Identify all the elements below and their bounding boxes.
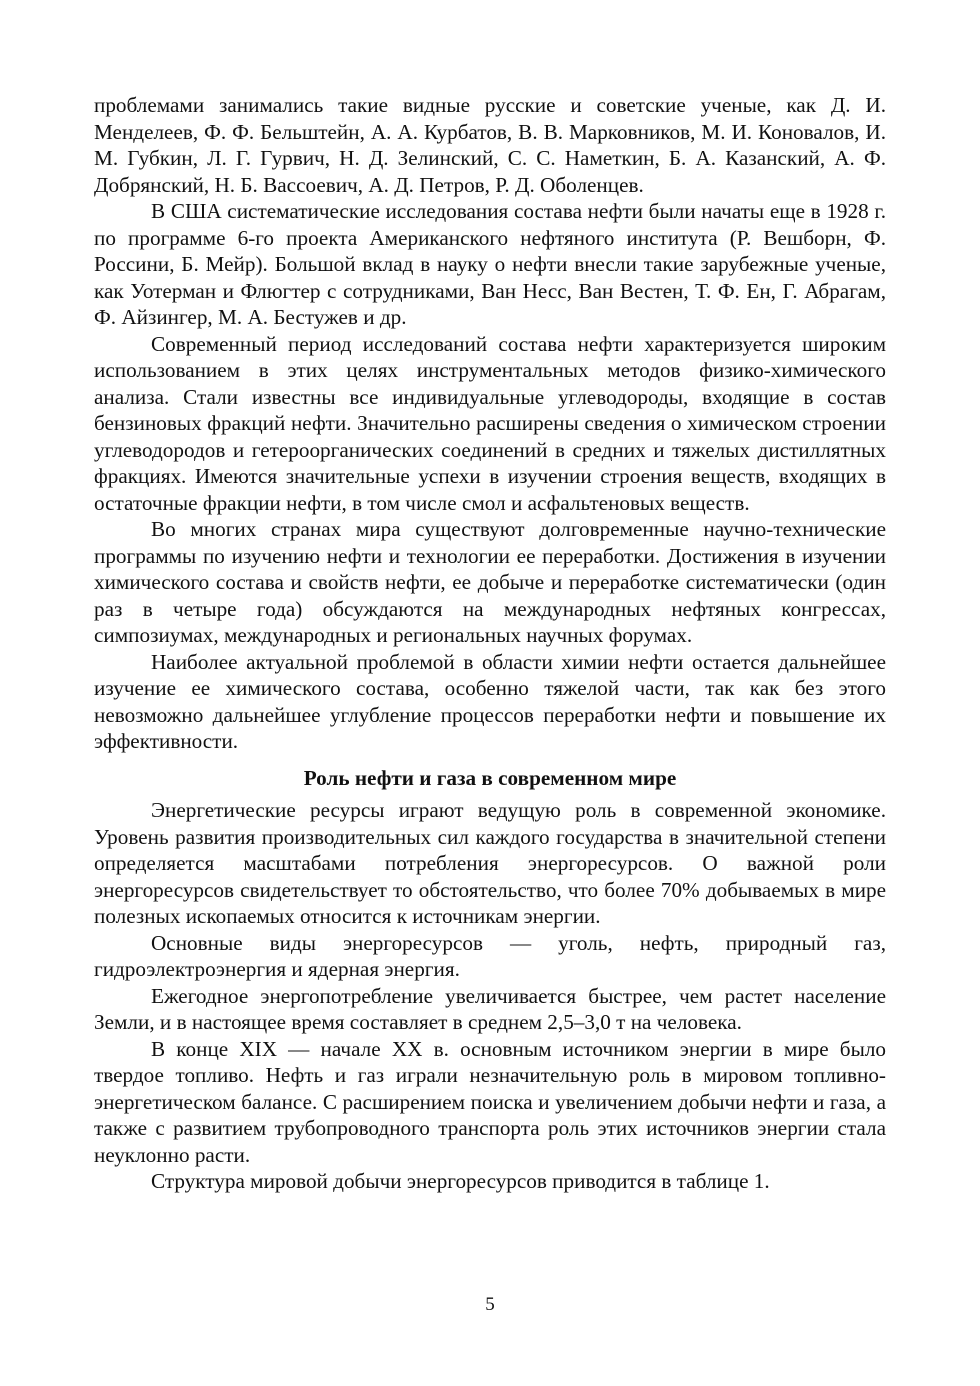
paragraph-usa-research: В США систематические исследования состава нефти были начаты еще в 1928 г. по программе 6-го проекта Американского нефтяного института (Р. Вешборн, Ф. Россини, Б. Мейр). Большой вклад в науку о нефти внесли такие зарубежные ученые, как Уотерман и Флюгтер с сотрудниками, Ван Несс, Ван Вестен, Т. Ф. Ен, Г. Абрагам, Ф. Айзингер, М. А. Бестужев и др. (94, 199, 886, 329)
paragraph-russian-scientists: проблемами занимались такие видные русские и советские ученые, как Д. И. Менделеев, Ф. Ф. Бельштейн, А. А. Курбатов, В. В. Марковников, М. И. Коновалов, И. М. Губкин, Л. Г. Гурвич, Н. Д. Зелинский, С. С. Наметкин, Б. А. Казанский, А. Ф. Добрянский, Н. Б. Вассоевич, А. Д. Петров, Р. Д. Оболенцев. (94, 93, 886, 197)
paragraph-actual-problem: Наиболее актуальной проблемой в области химии нефти остается дальнейшее изучение ее химического состава, особенно тяжелой части, так как без этого невозможно дальнейшее углубление процессов переработки нефти и повышение их эффективности. (94, 649, 886, 753)
paragraph-table-reference: Структура мировой добычи энергоресурсов приводится в таблице 1. (151, 1169, 770, 1193)
paragraph-energy-consumption: Ежегодное энергопотребление увеличивается быстрее, чем растет население Земли, и в настоящее время составляет в среднем 2,5–3,0 т на человека. (94, 983, 886, 1034)
page-body (94, 92, 886, 1195)
page-number: 5 (485, 1294, 495, 1315)
section-heading: Роль нефти и газа в современном мире (303, 765, 677, 790)
paragraph-energy-resources: Энергетические ресурсы играют ведущую роль в современной экономике. Уровень развития производительных сил каждого государства в значительной степени определяется масштабами потребления энергоресурсов. О важной роли энергоресурсов свидетельствует то обстоятельство, что более 70% добываемых в мире полезных ископаемых относится к источникам энергии. (94, 798, 886, 928)
paragraph-modern-period: Современный период исследований состава нефти характеризуется широким использованием в этих целях инструментальных методов физико-химического анализа. Стали известны все индивидуальные углеводороды, входящие в состав бензиновых фракций нефти. Значительно расширены сведения о химическом строении углеводородов и гетероорганических соединений в средних и тяжелых дистиллятных фракциях. Имеются значительные успехи в изучении строения веществ, входящих в остаточные фракции нефти, в том числе смол и асфальтеновых веществ. (94, 331, 886, 515)
paragraph-historical-fuel: В конце XIX — начале XX в. основным источником энергии в мире было твердое топливо. Нефть и газ играли незначительную роль в мировом топливно-энергетическом балансе. С расширением поиска и увеличением добычи нефти и газа, а также с развитием трубопроводного транспорта роль этих источников энергии стала неуклонно расти. (94, 1036, 886, 1167)
paragraph-energy-types: Основные виды энергоресурсов — уголь, нефть, природный газ, гидроэлектроэнергия и ядерная энергия. (94, 930, 886, 981)
paragraph-research-programs: Во многих странах мира существуют долговременные научно-технические программы по изучению нефти и технологии ее переработки. Достижения в изучении химического состава и свойств нефти, ее добыче и переработке систематически (один раз в четыре года) обсуждаются на международных нефтяных конгрессах, симпозиумах, международных и региональных научных форумах. (94, 517, 886, 647)
